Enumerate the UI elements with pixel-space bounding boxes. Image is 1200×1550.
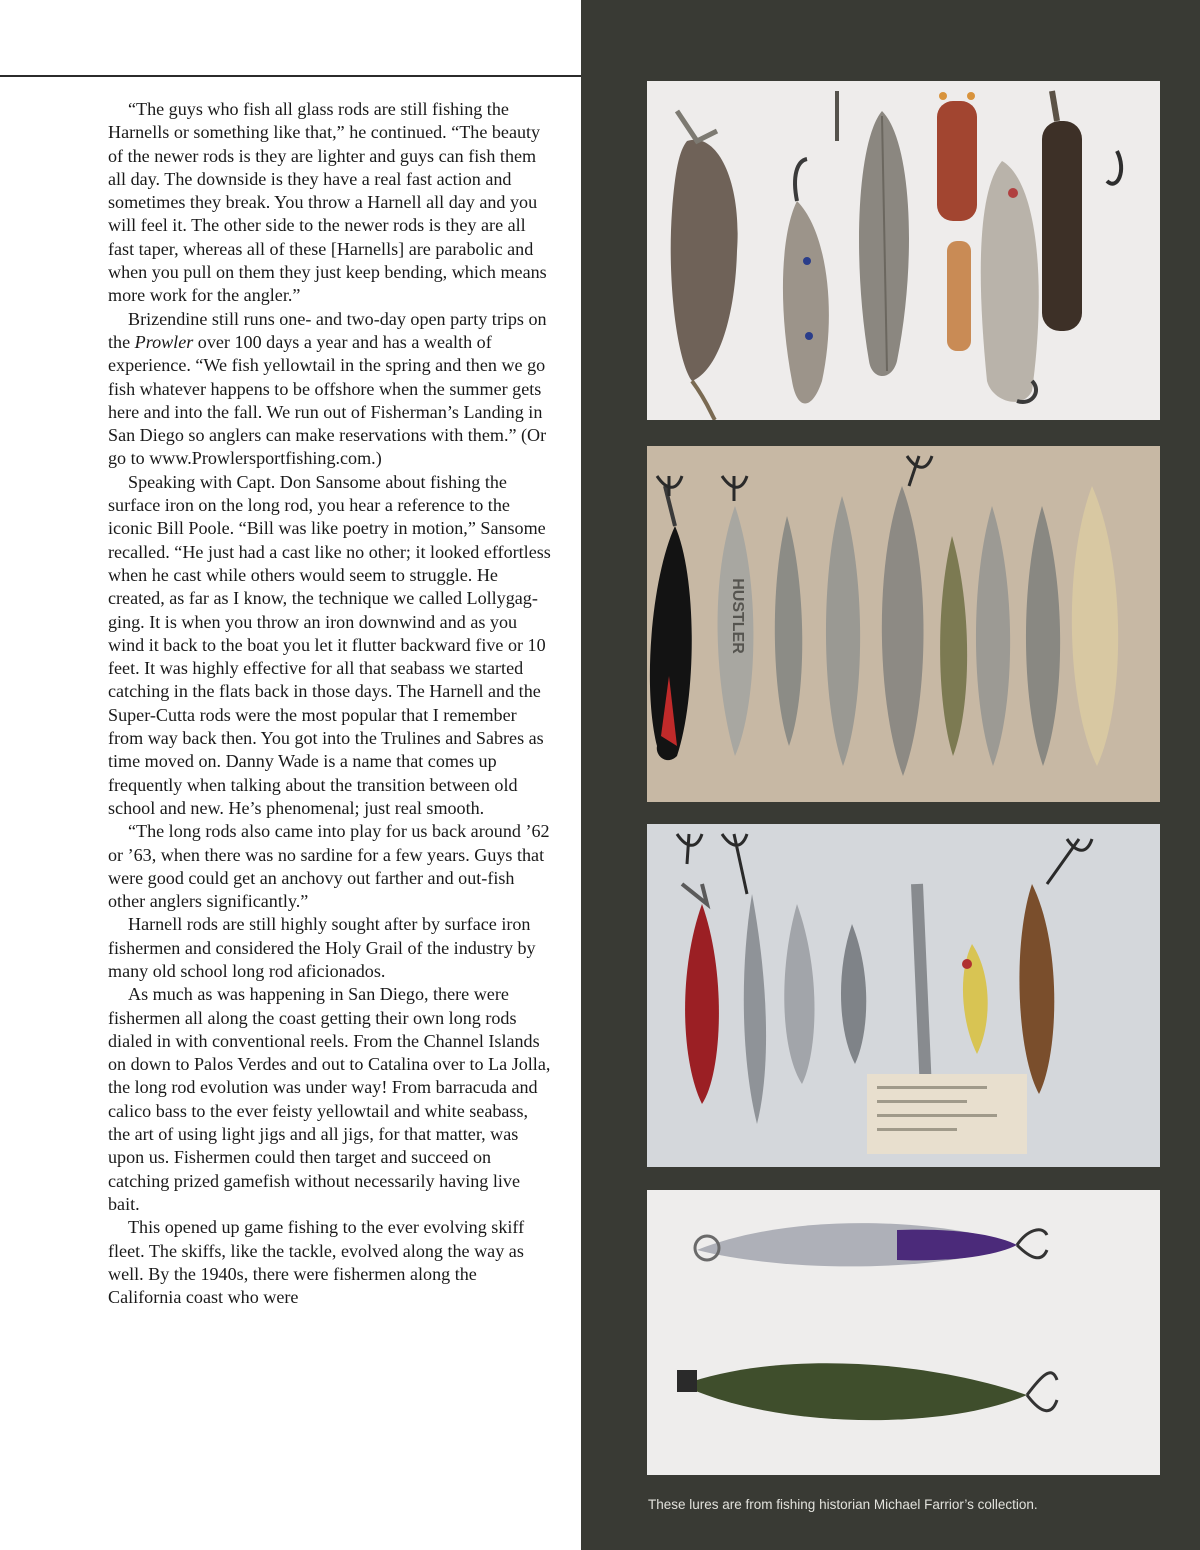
lure-photo-3 bbox=[647, 824, 1160, 1167]
header-rule bbox=[0, 75, 582, 77]
lure-photo-1 bbox=[647, 81, 1160, 420]
paragraph-brizendine-end: over 100 days a year and has a wealth of experience. “We fish yellowtail in the spring and then we go fish whatever happens to be offshore when the summer gets here and into the fall. We run out of Fisherman’s Landing in San Diego so anglers can make reservations with them.” (Or go to www.Prowlersportfishing.com.) bbox=[108, 331, 547, 469]
paragraph-sansome: Speaking with Capt. Don Sansome about fishing the surface iron on the long rod, you hear a reference to the iconic Bill Poole. “Bill was like poetry in motion,” Sansome recalled. “He just had a cast like no other; it looked effortless when he cast while others would seem to struggle. He created, as far as I know, the technique we called Lollygagging. It is when you throw an iron downwind and as you wind it back to the boat you let it flutter backward five or 10 feet. It was highly effective for all that seabass we started catching in the flats back in those days. The Harnell and the Super-Cutta rods were the most popular that I remember from way back then. You got into the Trulines and Sabres as time moved on. Danny Wade is a name that comes up frequently when talking about the transition between old school and new. He’s phenomenal; just real smooth. bbox=[108, 471, 551, 818]
lure-photo-4 bbox=[647, 1190, 1160, 1475]
paragraph-harnell-grail: Harnell rods are still highly sought after by surface iron fishermen and considered the Holy Grail of the industry by many old school long rod aficionados. bbox=[108, 914, 536, 981]
paragraph-brizendine bbox=[108, 308, 553, 471]
jig-brand-text: HUSTLER bbox=[729, 578, 746, 654]
paragraph-skiffs: This opened up game fishing to the ever evolving skiff fleet. The skiffs, like the tackle, evolved along the way as well. By the 1940s, there were fishermen along the California coast who were bbox=[108, 1217, 525, 1308]
paragraph-brizendine-start: Brizendine still runs one- and two-day open party trips on the bbox=[108, 308, 547, 352]
paragraph-coast: As much as was happening in San Diego, there were fishermen all along the coast getting their own long rods dialed in with conventional reels. From the Channel Islands on down to Palos Verdes and out to Catalina over to La Jolla, the long rod evolution was under way! From barracuda and calico bass to the ever feisty yellowtail and white seabass, the art of using light jigs and all jigs, for that matter, was upon us. Fishermen could then target and succeed on catching prized gamefish without necessarily having live bait. bbox=[108, 984, 551, 1214]
lure-dark-plug-icon bbox=[1042, 91, 1082, 331]
photo-caption: These lures are from fishing historian Michael Farrior’s collection. bbox=[648, 1497, 1038, 1512]
paragraph-harnell-quote: “The guys who fish all glass rods are still fishing the Harnells or something like that,” he continued. “The beauty of the newer rods is they are lighter and guys can fish them all day. The downside is they have a real fast action and sometimes they break. You throw a Harnell all day and you will feel it. The other side to the newer rods is they are all fast taper, whereas all of these [Harnells] are parabolic and when you pull on them they just keep bending, which means more work for the angler.” bbox=[108, 99, 547, 306]
paragraph-sardine: “The long rods also came into play for us back around ’62 or ’63, when there was no sardine for a few years. Guys that were good could get an anchovy out farther and out-fish other anglers significantly.” bbox=[108, 821, 550, 912]
article-column bbox=[108, 98, 553, 1309]
paper-tag-icon bbox=[867, 1074, 1027, 1154]
vessel-name: Prowler bbox=[134, 331, 194, 352]
lure-photo-2 bbox=[647, 446, 1160, 802]
